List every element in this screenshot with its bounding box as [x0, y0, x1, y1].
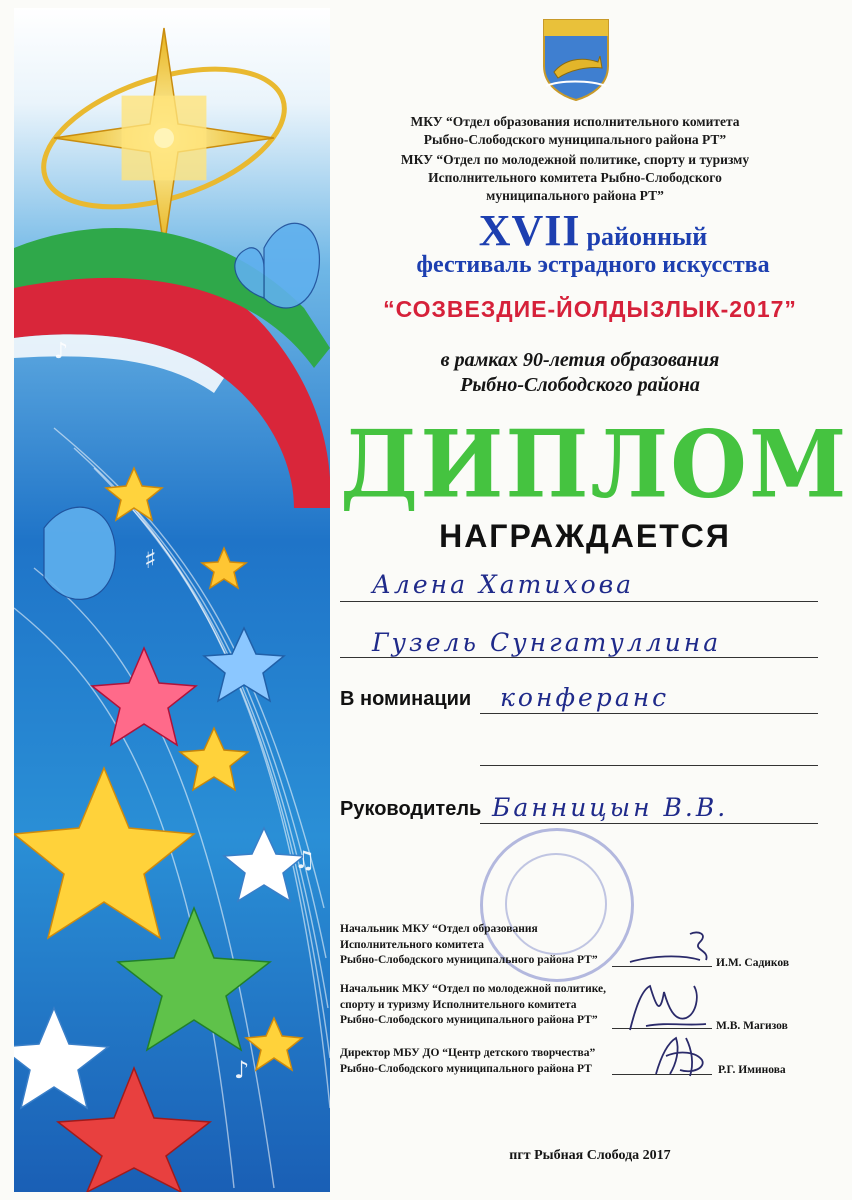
nomination-label: В номинации [340, 688, 472, 710]
coat-of-arms-emblem [540, 16, 612, 102]
svg-text:♫: ♫ [294, 846, 316, 874]
signatory-title: Рыбно-Слободского муниципального района РТ” [340, 954, 598, 966]
signatory-title: Начальник МКУ “Отдел образования [340, 923, 538, 935]
signature-scrawl-1 [620, 926, 720, 970]
recipient-name-1: Алена Хатихова [372, 570, 635, 599]
organizer-education-dept [360, 113, 790, 149]
recipient-line-2 [340, 656, 818, 658]
organizer-line: МКУ “Отдел по молодежной политике, спорту и туризму [400, 152, 750, 167]
anniversary-line: в рамках 90-летия образования [440, 349, 720, 371]
signatory-title: Директор МБУ ДО “Центр детского творчества” [340, 1047, 596, 1059]
recipient-name-2: Гузель Сунгатуллина [372, 628, 722, 657]
signature-block-3 [340, 1046, 595, 1077]
signatory-title: спорту и туризму Исполнительного комитета [340, 998, 577, 1011]
svg-text:♪: ♪ [54, 339, 69, 364]
signatory-name-3: Р.Г. Иминова [718, 1064, 786, 1076]
signature-scrawl-3 [636, 1030, 716, 1080]
festival-level: районный [586, 222, 708, 251]
festival-name: “СОЗВЕЗДИЕ-ЙОЛДЫЗЛЫК-2017” [383, 296, 797, 322]
leader-label: Руководитель [340, 798, 482, 820]
recipient-line-1 [340, 600, 818, 602]
organizer-line: Рыбно-Слободского муниципального района РТ” [423, 132, 727, 147]
signature-block-2 [340, 982, 606, 1029]
place-and-year: пгт Рыбная Слобода 2017 [509, 1148, 671, 1163]
signatory-name-2: М.В. Магизов [716, 1020, 788, 1032]
signature-block-1 [340, 922, 598, 969]
anniversary-note [360, 348, 800, 398]
nomination-value: конферанс [500, 683, 670, 712]
svg-text:♪: ♪ [234, 1056, 250, 1084]
signatory-title: Исполнительного комитета [340, 938, 484, 951]
signature-scrawl-2 [616, 976, 716, 1036]
festival-heading [360, 205, 826, 256]
decorative-artwork [14, 8, 330, 1192]
leader-value: Банницын В.В. [492, 793, 729, 822]
svg-text:♯: ♯ [144, 545, 157, 575]
organizer-line: муниципального района РТ” [486, 188, 664, 203]
signatory-title: Начальник МКУ “Отдел по молодежной политике, [340, 983, 607, 995]
organizer-line: МКУ “Отдел образования исполнительного комитета [410, 114, 740, 129]
awarded-heading: НАГРАЖДАЕТСЯ [439, 518, 731, 554]
leader-line [480, 822, 818, 824]
nomination-line-extra [480, 764, 818, 766]
organizer-line: Исполнительного комитета Рыбно-Слободского [428, 170, 722, 185]
festival-subtitle: фестиваль эстрадного искусства [416, 252, 770, 278]
signatory-title: Рыбно-Слободского муниципального района РТ [340, 1062, 592, 1075]
signatory-title: Рыбно-Слободского муниципального района РТ” [340, 1014, 598, 1026]
anniversary-line: Рыбно-Слободского района [460, 374, 700, 396]
diploma-title: ДИПЛОМ [340, 409, 849, 519]
organizer-youth-dept [360, 151, 790, 205]
nomination-line [480, 712, 818, 714]
festival-number: XVII [478, 206, 581, 255]
signatory-name-1: И.М. Садиков [716, 957, 790, 969]
